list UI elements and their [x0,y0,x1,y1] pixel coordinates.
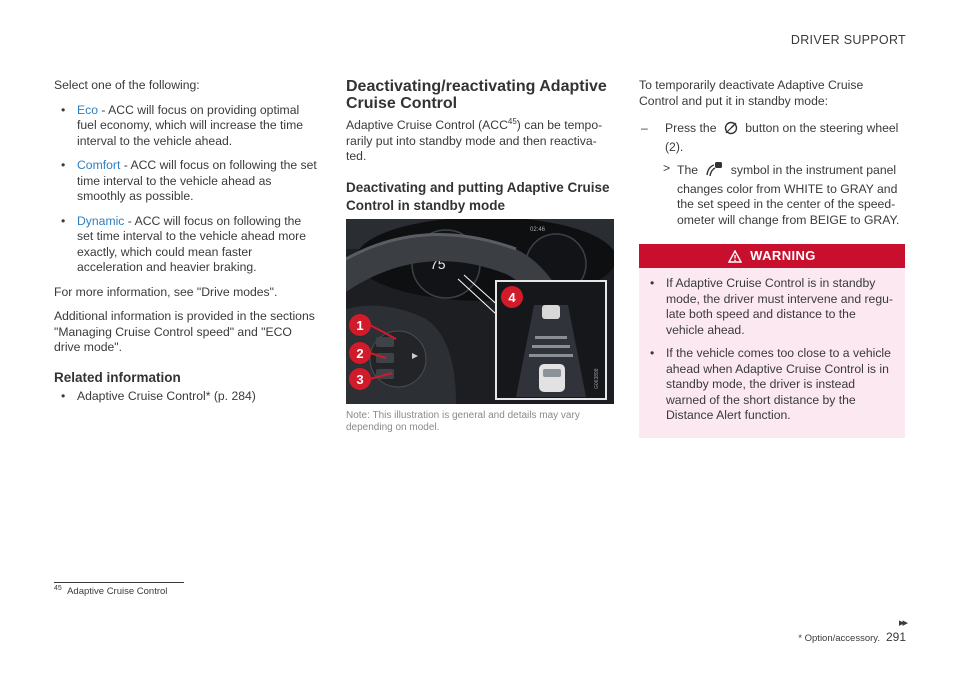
page-footer [798,630,906,647]
option-note: * Option/accessory. [798,633,880,644]
warning-list [643,276,895,424]
step-text: button on the steering wheel (2). [665,121,899,154]
mode-desc: - ACC will focus on following the set time interval to the vehicle ahead more exactly, which could mean faster acceleration and heavier braking. [77,213,306,274]
mode-name-dynamic: Dynamic [77,213,125,228]
intro-part: ) can be tempo-rarily put into standby mode and then reactiva-ted. [346,118,603,163]
additional-info-text: Additional information is provided in the sections "Managing Cruise Control speed" and "ECO drive mode". [54,309,315,354]
related-list [54,389,320,405]
page-number: 291 [885,630,906,644]
intro-part: Adaptive Cruise Control (ACC [346,118,508,132]
illustration-steering-wheel [346,219,614,404]
cruise-control-button-icon [724,121,738,140]
sub-heading: Deactivating and putting Adaptive Cruise Control in standby mode [346,179,610,213]
mode-name-comfort: Comfort [77,158,121,172]
speed-readout: 75 [430,255,446,272]
image-code: G063898 [594,367,600,389]
mode-name-eco: Eco [77,102,99,117]
step-item [639,121,905,155]
intro-text: Select one of the following: [54,78,200,92]
related-link[interactable]: • Adaptive Cruise Control* (p. 284) [54,389,320,405]
column-left [54,78,320,414]
warning-body [639,268,905,438]
section-heading: Deactivating/reactivating Adaptive Cruise Control [346,78,607,112]
footnote [54,586,167,598]
running-header: DRIVER SUPPORT [790,33,906,47]
warning-box [639,244,905,438]
related-heading: Related information [54,369,181,385]
acc-symbol-icon [705,161,723,182]
more-info-text: For more information, see "Drive modes". [54,284,278,299]
list-item: • If Adaptive Cruise Control is in standby mode, the driver must intervene and regu-late both speed and distance to the vehicle ahead. [643,276,895,338]
warning-triangle-icon [728,250,742,263]
column-middle [346,78,614,434]
footnote-ref[interactable]: 45 [507,116,517,126]
drive-mode-list [54,103,320,276]
svg-text:4: 4 [508,289,516,305]
next-page-icon[interactable]: ▸▸ [898,617,906,629]
section-intro [346,118,614,165]
steering-wheel-illustration [346,219,614,404]
mode-desc: - ACC will focus on following the set time interval to the vehicle ahead as smoothly as possible. [77,158,317,203]
column-right [639,78,905,438]
callout-4 [501,286,523,308]
step-text: Press the [665,121,717,135]
figure-caption: Note: This illustration is general and details may vary depending on model. [346,409,580,433]
list-item [54,158,320,205]
clock-readout: 02:46 [530,226,546,233]
footnote-number: 45 [54,584,62,592]
svg-text:2: 2 [356,345,364,361]
footnote-rule [54,582,184,583]
result-text: symbol in the instrument panel changes color from WHITE to GRAY and the set speed in the center of the speed-ometer will change from BEIGE to GRAY. [677,163,900,227]
list-item [54,103,320,150]
step-result [639,161,905,228]
result-text: The [677,163,699,177]
list-item [54,214,320,276]
warning-title: WARNING [750,248,816,264]
list-item: • If the vehicle comes too close to a vehicle ahead when Adaptive Cruise Control is in standby mode, the driver is instead warned of the short distance by the Distance Alert function. [643,346,895,424]
standby-intro: To temporarily deactivate Adaptive Cruise Control and put it in standby mode: [639,78,864,108]
warning-header [639,244,905,268]
footnote-text: Adaptive Cruise Control [67,586,168,597]
svg-text:3: 3 [356,371,364,387]
mode-desc: - ACC will focus on providing optimal fuel economy, which will increase the time interval to the vehicle ahead. [77,102,304,148]
svg-text:1: 1 [356,317,364,333]
